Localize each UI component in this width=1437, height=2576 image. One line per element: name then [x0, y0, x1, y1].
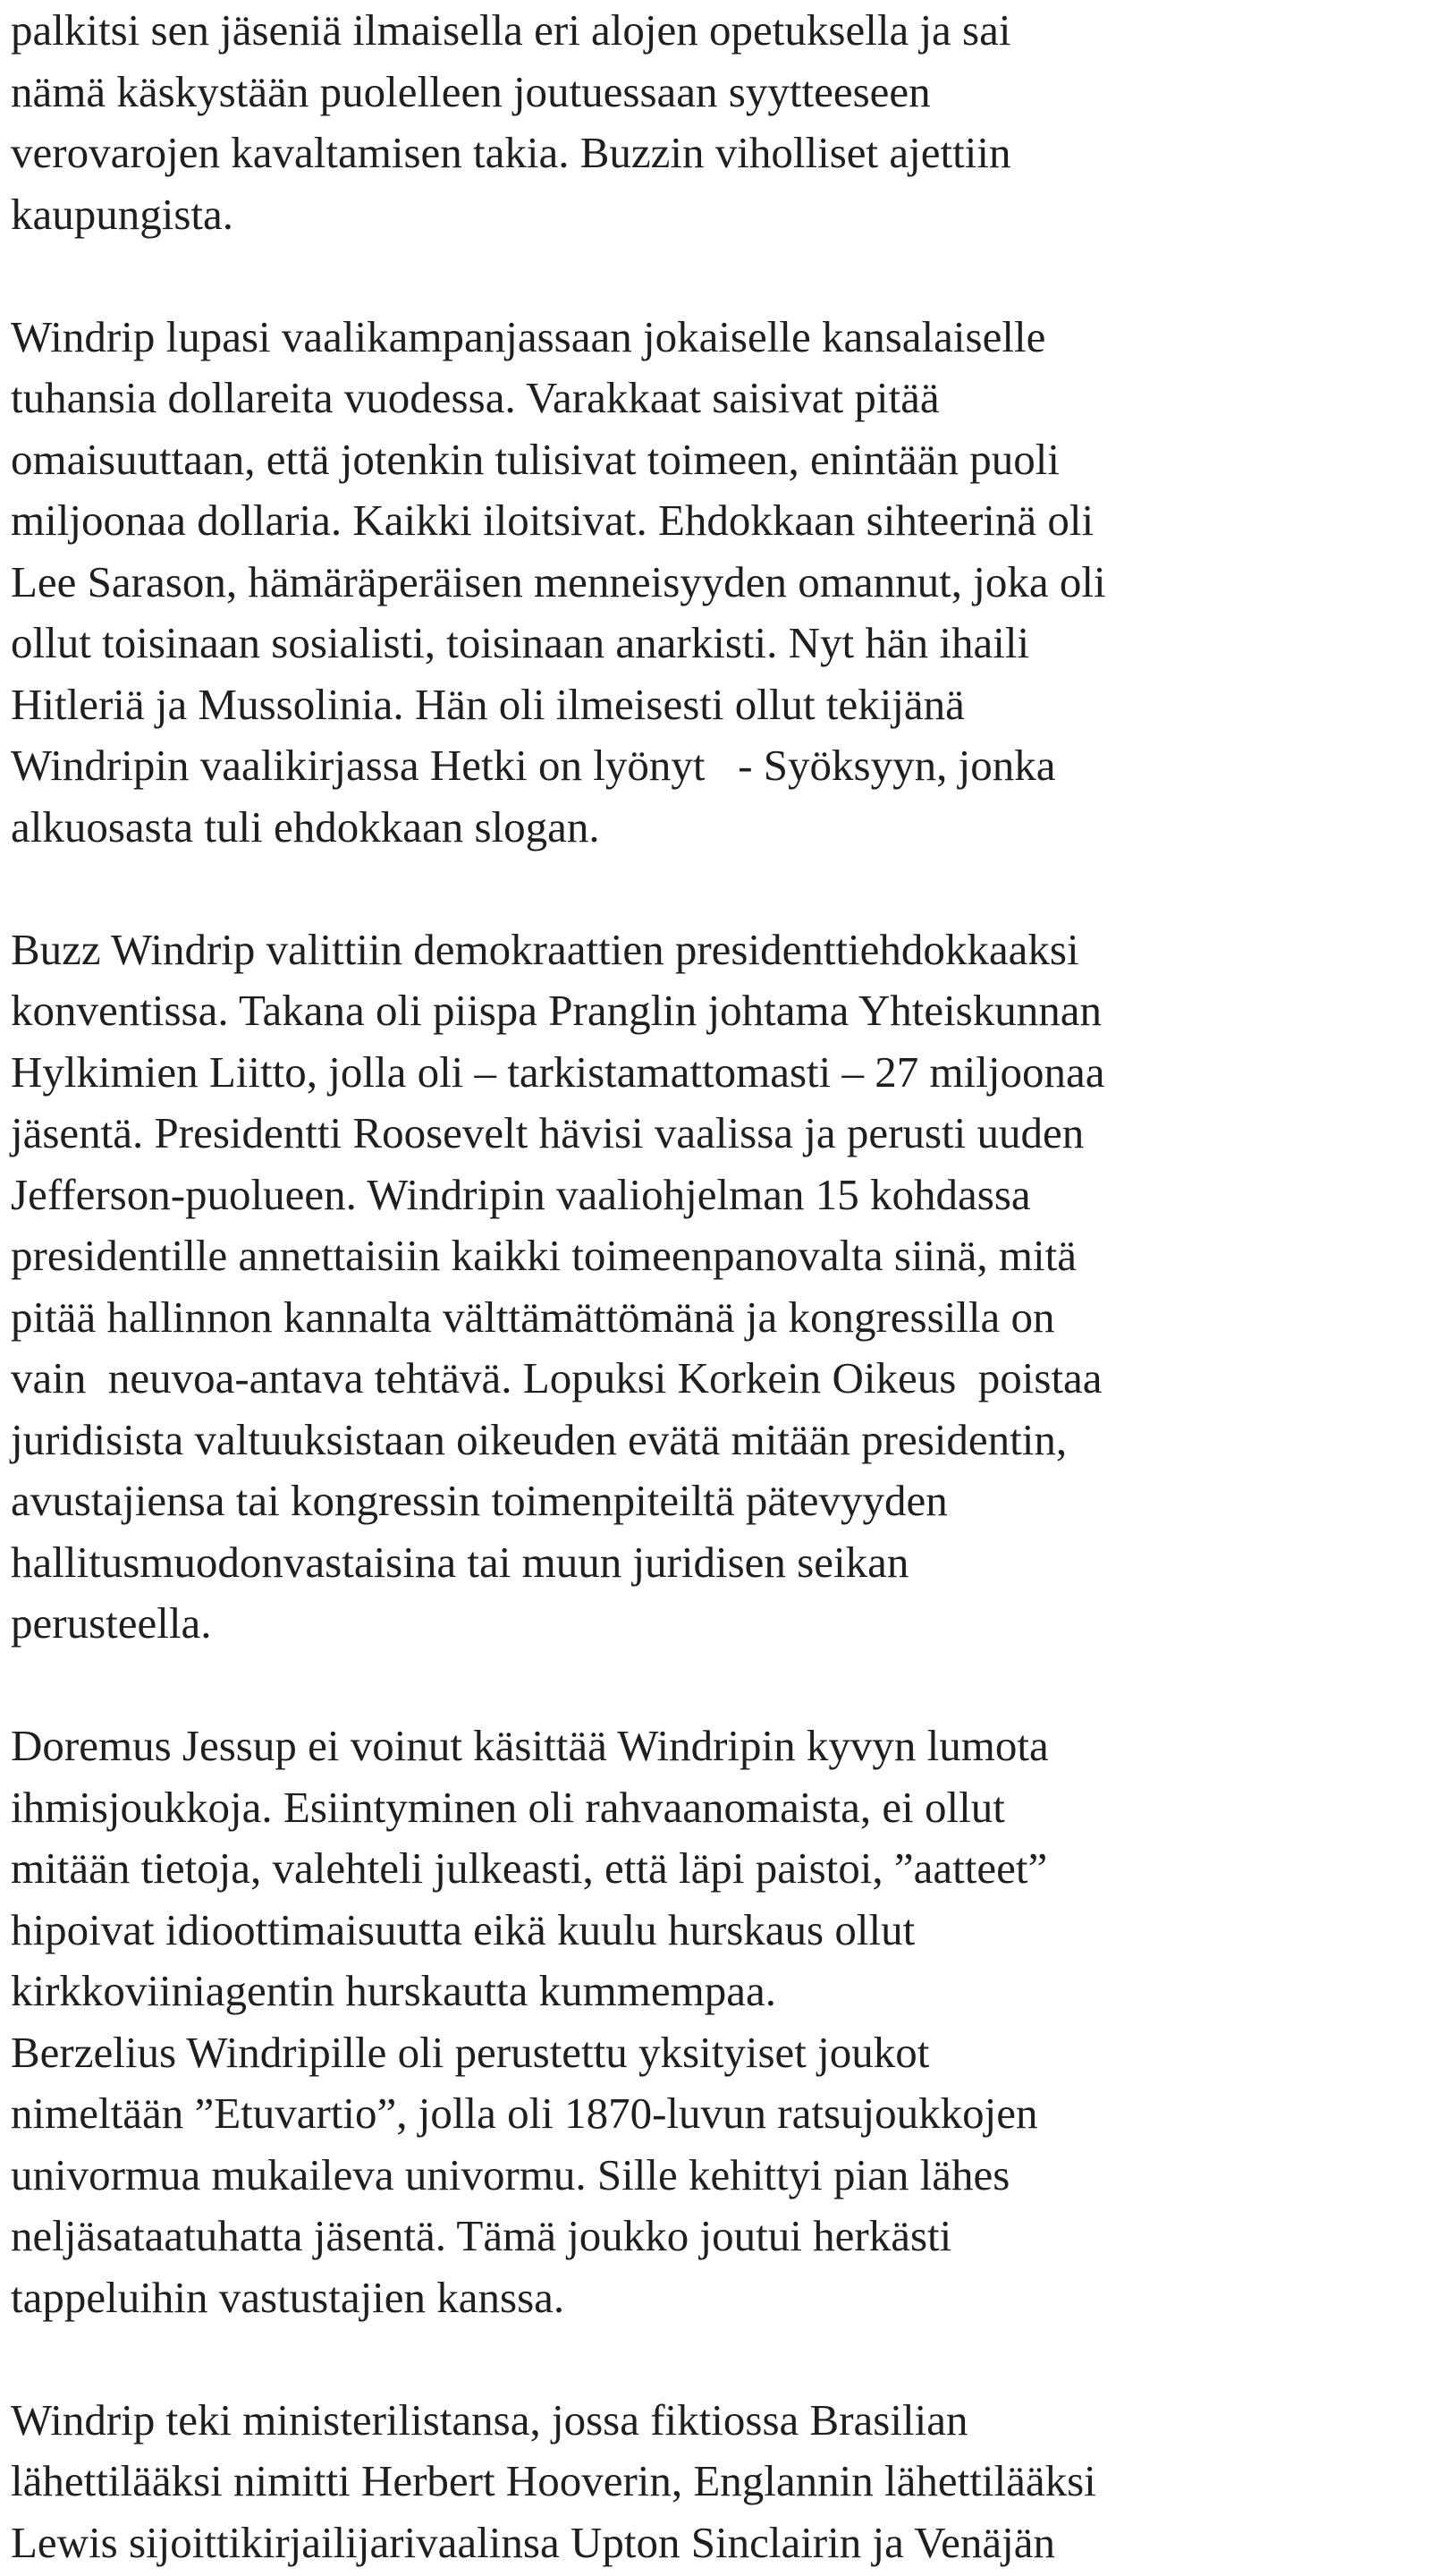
- text-line: Berzelius Windripille oli perustettu yksityiset joukot: [11, 2027, 930, 2077]
- text-line: pitää hallinnon kannalta välttämättömänä ja kongressilla on: [11, 1292, 1055, 1342]
- text-line: alkuosasta tuli ehdokkaan slogan.: [11, 801, 600, 852]
- text-line: ihmisjoukkoja. Esiintyminen oli rahvaanomaista, ei ollut: [11, 1782, 1005, 1832]
- text-line: nimeltään ”Etuvartio”, jolla oli 1870-luvun ratsujoukkojen: [11, 2089, 1038, 2138]
- text-line: hipoivat idioottimaisuutta eikä kuulu hurskaus ollut: [11, 1904, 916, 1954]
- text-line: mitään tietoja, valehteli julkeasti, että läpi paistoi, ”aatteet”: [11, 1843, 1048, 1893]
- text-line: Windrip teki ministerilistansa, jossa fiktiossa Brasilian: [11, 2394, 968, 2445]
- paragraph-5: [11, 2390, 1433, 2574]
- text-line: Hylkimien Liitto, jolla oli – tarkistamattomasti – 27 miljoonaa: [11, 1046, 1105, 1097]
- text-line: miljoonaa dollaria. Kaikki iloitsivat. Ehdokkaan sihteerinä oli: [11, 496, 1095, 545]
- paragraph-2: [11, 307, 1433, 859]
- text-line: konventissa. Takana oli piispa Pranglin johtama Yhteiskunnan: [11, 986, 1102, 1035]
- text-line: Windripin vaalikirjassa Hetki on lyönyt - Syöksyyn, jonka: [11, 741, 1056, 790]
- text-line: nämä käskystään puolelleen joutuessaan syytteeseen: [11, 66, 931, 116]
- text-line: kirkkoviiniagentin hurskautta kummempaa.: [11, 1966, 776, 2015]
- paragraph-gap: [11, 245, 1433, 307]
- text-line: palkitsi sen jäseniä ilmaisella eri alojen opetuksella ja sai: [11, 5, 1011, 55]
- paragraph-4: [11, 1716, 1433, 2328]
- text-line: verovarojen kavaltamisen takia. Buzzin viholliset ajettiin: [11, 128, 1011, 177]
- text-line: Buzz Windrip valittiin demokraattien presidenttiehdokkaaksi: [11, 924, 1079, 974]
- text-line: Lewis sijoittikirjailijarivaalinsa Upton Sinclairin ja Venäjän: [11, 2517, 1056, 2567]
- text-line: tuhansia dollareita vuodessa. Varakkaat saisivat pitää: [11, 373, 940, 422]
- paragraph-gap: [11, 858, 1433, 919]
- text-line: Hitleriä ja Mussolinia. Hän oli ilmeisesti ollut tekijänä: [11, 679, 965, 729]
- paragraph-gap: [11, 2328, 1433, 2390]
- text-line: tappeluihin vastustajien kanssa.: [11, 2272, 565, 2322]
- text-line: neljäsataatuhatta jäsentä. Tämä joukko joutui herkästi: [11, 2211, 952, 2260]
- text-line: presidentille annettaisiin kaikki toimeenpanovalta siinä, mitä: [11, 1231, 1078, 1280]
- text-line: kaupungista.: [11, 189, 234, 239]
- text-line: omaisuuttaan, että jotenkin tulisivat toimeen, enintään puoli: [11, 434, 1061, 484]
- text-line: Jefferson-puolueen. Windripin vaaliohjelman 15 kohdassa: [11, 1169, 1031, 1219]
- text-line: Windrip lupasi vaalikampanjassaan jokaiselle kansalaiselle: [11, 311, 1046, 361]
- paragraph-gap: [11, 1655, 1433, 1716]
- text-line: Doremus Jessup ei voinut käsittää Windripin kyvyn lumota: [11, 1721, 1049, 1770]
- document-page: [11, 0, 1433, 2573]
- text-line: juridisista valtuuksistaan oikeuden evätä mitään presidentin,: [11, 1414, 1068, 1464]
- text-line: Lee Sarason, hämäräperäisen menneisyyden omannut, joka oli: [11, 556, 1106, 606]
- text-line: ollut toisinaan sosialisti, toisinaan anarkisti. Nyt hän ihaili: [11, 618, 1030, 667]
- text-line: hallitusmuodonvastaisina tai muun juridisen seikan: [11, 1537, 909, 1587]
- text-line: univormua mukaileva univormu. Sille kehittyi pian lähes: [11, 2149, 1010, 2199]
- text-line: lähettilääksi nimitti Herbert Hooverin, Englannin lähettilääksi: [11, 2456, 1096, 2505]
- text-line: jäsentä. Presidentti Roosevelt hävisi vaalissa ja perusti uuden: [11, 1108, 1085, 1157]
- text-line: vain neuvoa-antava tehtävä. Lopuksi Korkein Oikeus poistaa: [11, 1353, 1103, 1402]
- text-line: avustajiensa tai kongressin toimenpiteiltä pätevyyden: [11, 1476, 948, 1525]
- paragraph-1: [11, 0, 1433, 245]
- text-line: perusteella.: [11, 1598, 212, 1648]
- paragraph-3: [11, 919, 1433, 1655]
